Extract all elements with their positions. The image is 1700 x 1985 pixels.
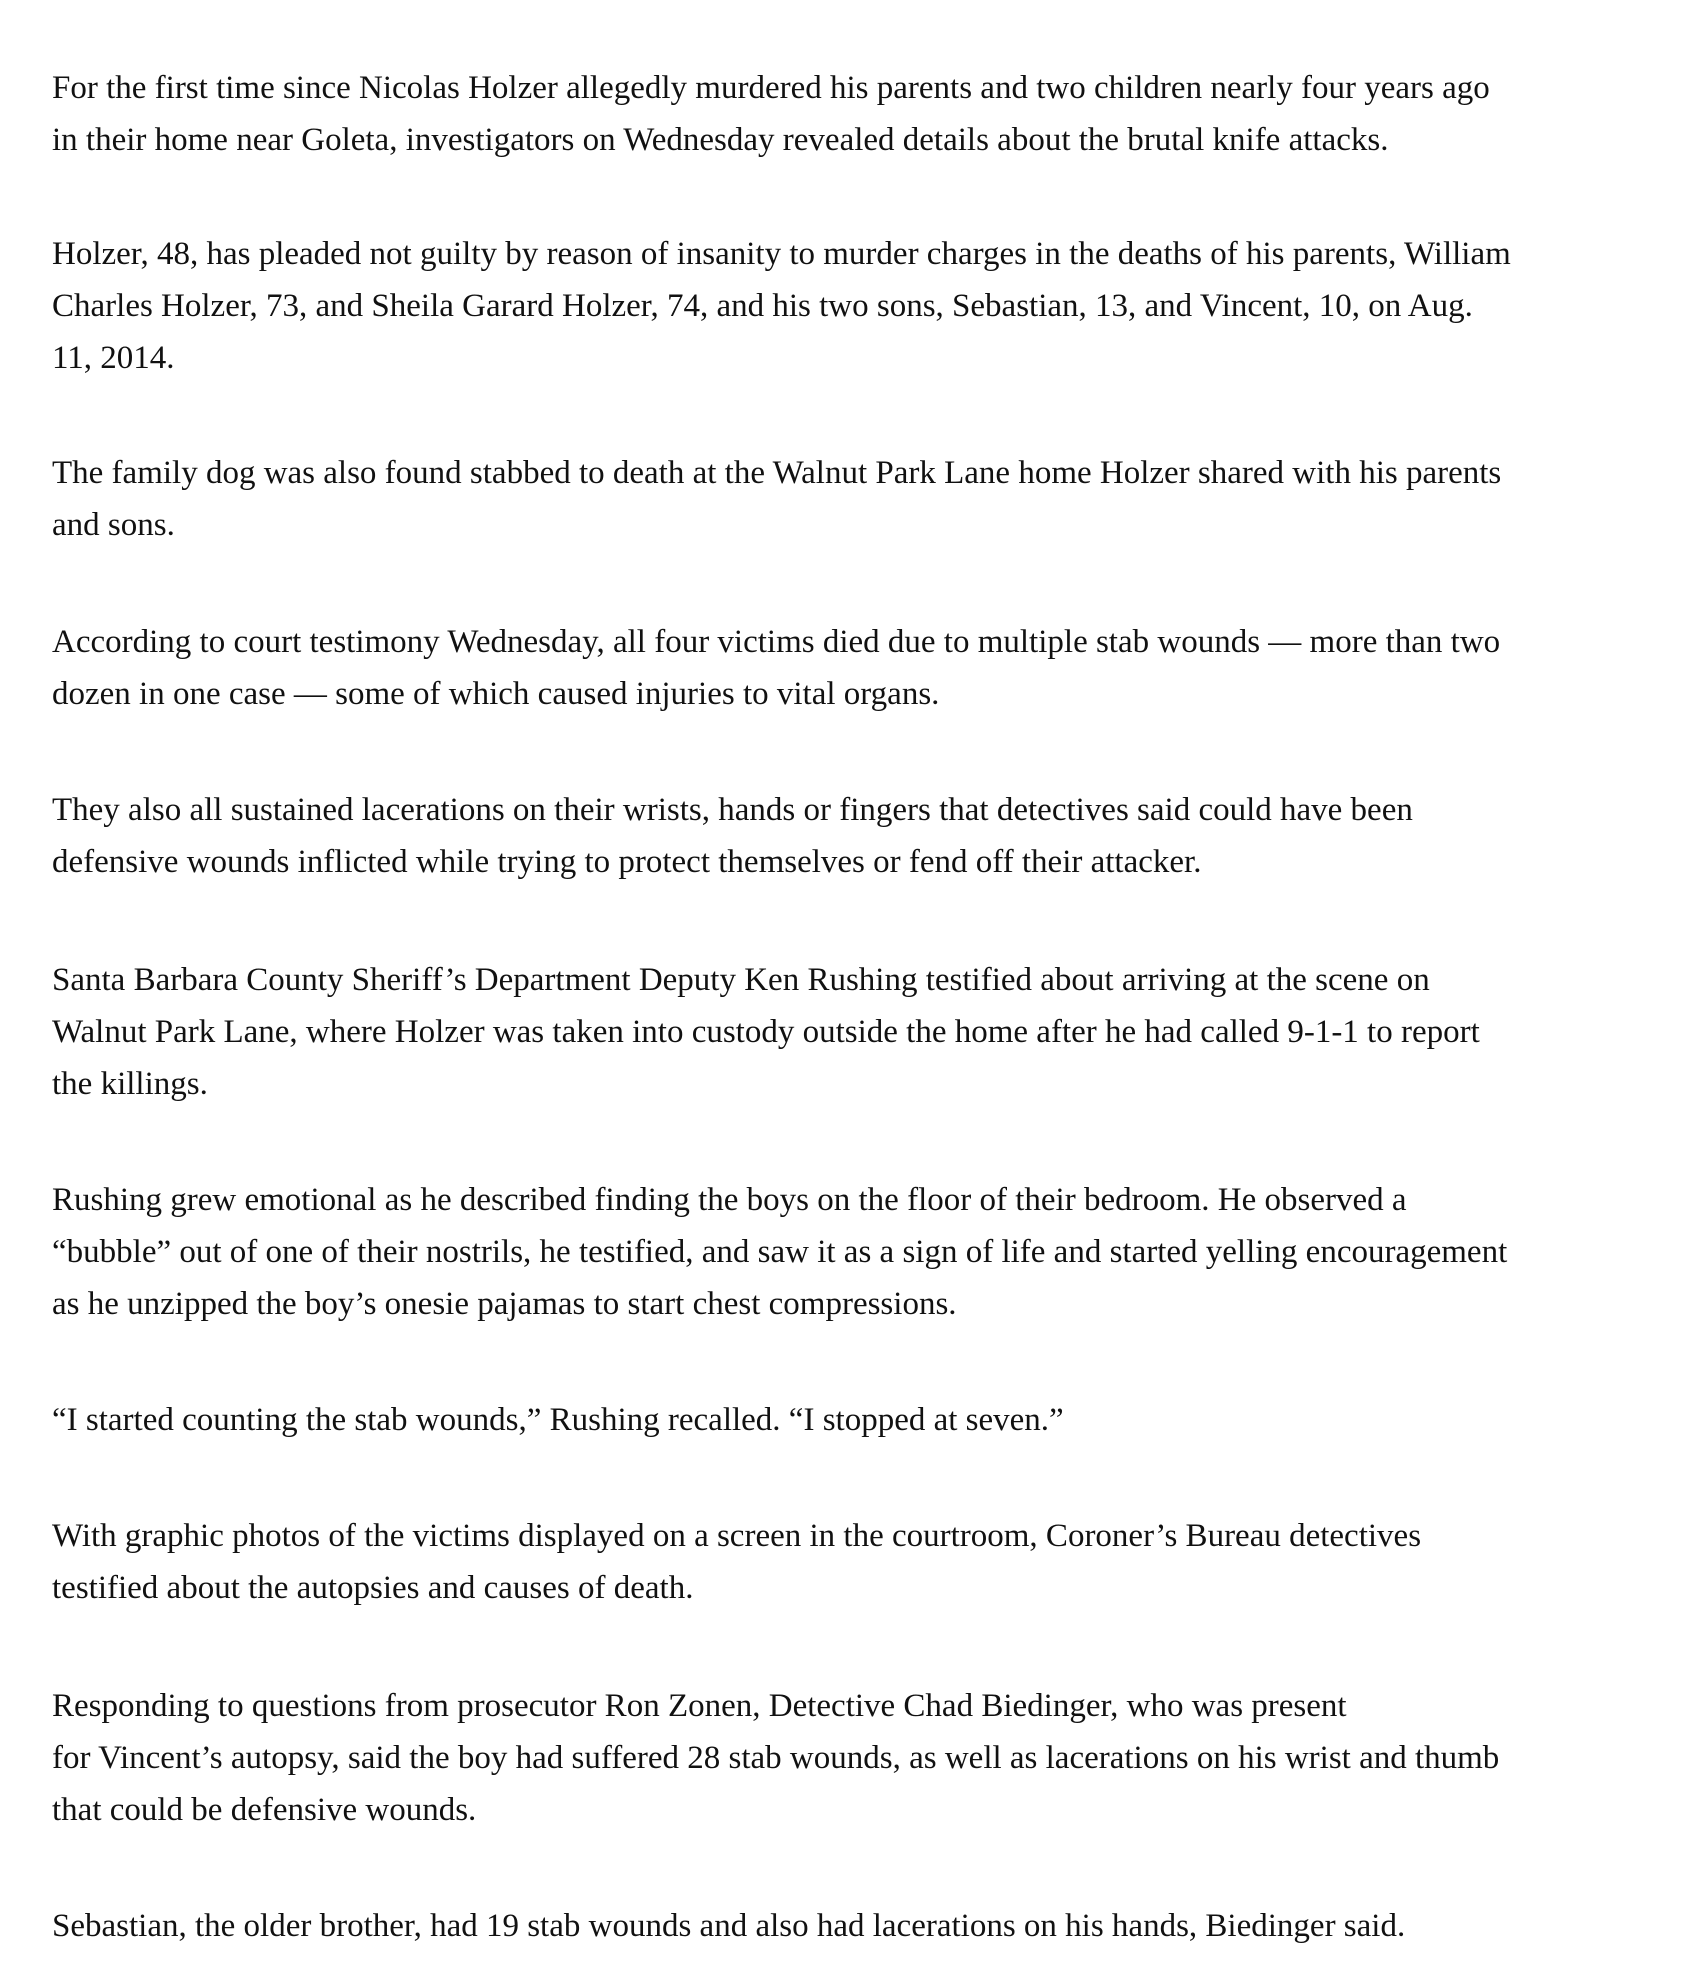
text-line: Sebastian, the older brother, had 19 stab wounds and also had lacerations on his hands, Biedinger said. [52,1908,1406,1944]
paragraph-vincent-autopsy [52,1680,1499,1836]
text-line: Holzer, 48, has pleaded not guilty by reason of insanity to murder charges in the deaths of his parents, William [52,236,1511,272]
paragraph-first-time [52,62,1490,166]
paragraph-family-dog [52,447,1501,551]
text-line: for Vincent’s autopsy, said the boy had suffered 28 stab wounds, as well as lacerations on his wrist and thumb [52,1740,1500,1776]
paragraph-sebastian [52,1900,1405,1952]
text-line: Walnut Park Lane, where Holzer was taken into custody outside the home after he had called 9-1-1 to report [52,1014,1480,1050]
paragraph-court-testimony [52,616,1500,720]
paragraph-plea [52,228,1511,384]
text-line: and sons. [52,507,175,543]
paragraph-graphic-photos [52,1510,1421,1614]
text-line: Charles Holzer, 73, and Sheila Garard Holzer, 74, and his two sons, Sebastian, 13, and Vincent, 10, on Aug. [52,288,1473,324]
text-line: dozen in one case — some of which caused injuries to vital organs. [52,676,940,712]
text-line: 11, 2014. [52,340,175,376]
text-line: the killings. [52,1066,208,1102]
text-line: “I started counting the stab wounds,” Rushing recalled. “I stopped at seven.” [52,1402,1064,1438]
text-line: Responding to questions from prosecutor Ron Zonen, Detective Chad Biedinger, who was present [52,1688,1347,1724]
paragraph-deputy-rushing [52,954,1480,1110]
text-line: defensive wounds inflicted while trying to protect themselves or fend off their attacker. [52,844,1202,880]
text-line: For the first time since Nicolas Holzer allegedly murdered his parents and two children nearly four years ago [52,70,1490,106]
text-line: testified about the autopsies and causes of death. [52,1570,694,1606]
text-line: Rushing grew emotional as he described finding the boys on the floor of their bedroom. He observed a [52,1182,1407,1218]
text-line: “bubble” out of one of their nostrils, he testified, and saw it as a sign of life and started yelling encouragement [52,1234,1508,1270]
paragraph-rushing-emotional [52,1174,1507,1330]
paragraph-quote [52,1394,1064,1446]
text-line: They also all sustained lacerations on their wrists, hands or fingers that detectives said could have been [52,792,1413,828]
paragraph-lacerations [52,784,1413,888]
text-line: that could be defensive wounds. [52,1792,477,1828]
text-line: in their home near Goleta, investigators on Wednesday revealed details about the brutal knife attacks. [52,122,1389,158]
text-line: With graphic photos of the victims displayed on a screen in the courtroom, Coroner’s Bureau detectives [52,1518,1422,1554]
text-line: as he unzipped the boy’s onesie pajamas to start chest compressions. [52,1286,957,1322]
text-line: Santa Barbara County Sheriff’s Department Deputy Ken Rushing testified about arriving at the scene on [52,962,1430,998]
text-line: According to court testimony Wednesday, all four victims died due to multiple stab wounds — more than two [52,624,1501,660]
text-line: The family dog was also found stabbed to death at the Walnut Park Lane home Holzer shared with his parents [52,455,1502,491]
